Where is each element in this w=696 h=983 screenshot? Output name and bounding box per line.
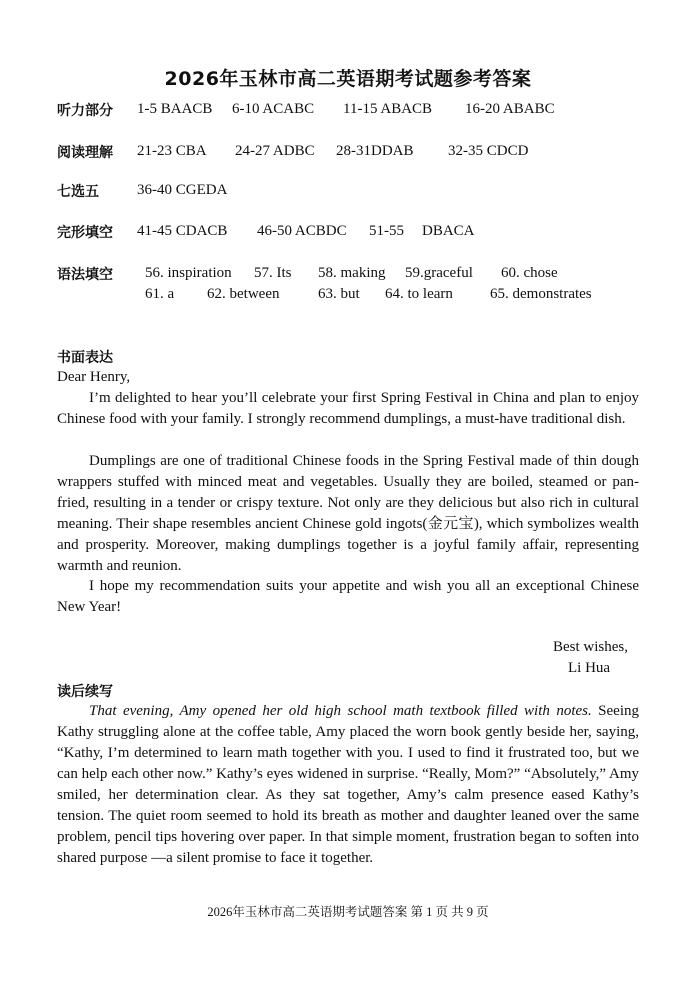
answer-group: 28-31DDAB <box>336 143 414 159</box>
letter-signature: Li Hua <box>568 660 611 676</box>
cloze-row <box>57 222 113 242</box>
answer-item: 61. a <box>145 286 175 302</box>
answer-item: 57. Its <box>254 265 292 281</box>
writing-heading: 书面表达 <box>57 350 113 366</box>
answer-group: 1-5 BAACB <box>137 101 213 117</box>
answer-group: 46-50 ACBDC <box>257 223 347 239</box>
answer-group: 32-35 CDCD <box>448 143 529 159</box>
answer-group: 21-23 CBA <box>137 143 207 159</box>
letter-paragraph: Dumplings are one of traditional Chinese foods in the Spring Festival made of thin dough wrappers stuffed with minced meat and vegetables. Usually they are boiled, steamed or pan-fried, resulting in a tender or crispy texture. Not only are they delicious but also rich in cultural meaning. Their shape resembles ancient Chinese gold ingots(金元宝), which symbolizes wealth and prosperity. Moreover, making dumplings together is a joyful family affair, representing warmth and reunion. <box>57 453 639 574</box>
letter-paragraph: I’m delighted to hear you’ll celebrate your first Spring Festival in China and plan to enjoy Chinese food with your family. I strongly recommend dumplings, a must-have traditional dish. <box>57 390 639 427</box>
answer-group: 6-10 ACABC <box>232 101 315 117</box>
listening-row <box>57 100 113 120</box>
answer-item: 64. to learn <box>385 286 453 302</box>
page-footer: 2026年玉林市高二英语期考试题答案 第 1 页 共 9 页 <box>207 905 489 919</box>
continuation-heading: 读后续写 <box>57 684 113 700</box>
answer-item: 60. chose <box>501 265 558 281</box>
cloze-label: 完形填空 <box>57 225 113 241</box>
grammar-label: 语法填空 <box>57 267 113 283</box>
continuation-lead: That evening, Amy opened her old high school math textbook filled with notes. <box>89 703 592 719</box>
answer-group: 51-55 <box>369 223 404 239</box>
answer-group: DBACA <box>422 223 475 239</box>
answer-group: 24-27 ADBC <box>235 143 315 159</box>
continuation-paragraph <box>57 701 639 869</box>
reading-label: 阅读理解 <box>57 145 113 161</box>
answer-group: 41-45 CDACB <box>137 223 228 239</box>
answer-item: 62. between <box>207 286 280 302</box>
answer-item: 58. making <box>318 265 386 281</box>
answer-item: 59.graceful <box>405 265 473 281</box>
answer-item: 56. inspiration <box>145 265 232 281</box>
answer-group: 16-20 ABABC <box>465 101 555 117</box>
letter-paragraph: I hope my recommendation suits your appetite and wish you all an exceptional Chinese New Year! <box>57 578 639 615</box>
letter-closing: Best wishes, <box>553 639 628 655</box>
seven-five-row <box>57 181 99 201</box>
answer-group: 11-15 ABACB <box>343 101 433 117</box>
page-title: 2026年玉林市高二英语期考试题参考答案 <box>164 68 532 90</box>
grammar-row <box>57 264 113 284</box>
reading-row <box>57 142 113 162</box>
letter-greeting: Dear Henry, <box>57 369 131 385</box>
answer-group: 36-40 CGEDA <box>137 182 228 198</box>
answer-item: 65. demonstrates <box>490 286 592 302</box>
seven-five-label: 七选五 <box>57 184 99 200</box>
listening-label: 听力部分 <box>57 103 113 119</box>
answer-item: 63. but <box>318 286 360 302</box>
continuation-body: Seeing Kathy struggling alone at the coffee table, Amy placed the worn book gently beside her, saying, “Kathy, I’m determined to learn math together with you. I used to find it frustrated too, but we can help each other now.” Kathy’s eyes widened in surprise. “Really, Mom?” “Absolutely,” Amy smiled, her determination clear. As they sat together, Amy’s calm presence eased Kathy’s tension. The quiet room seemed to hold its breath as mother and daughter leaned over the same problem, pencil tips hovering over paper. In that simple moment, frustration began to soften into shared purpose —a silent promise to face it together. <box>57 703 639 866</box>
